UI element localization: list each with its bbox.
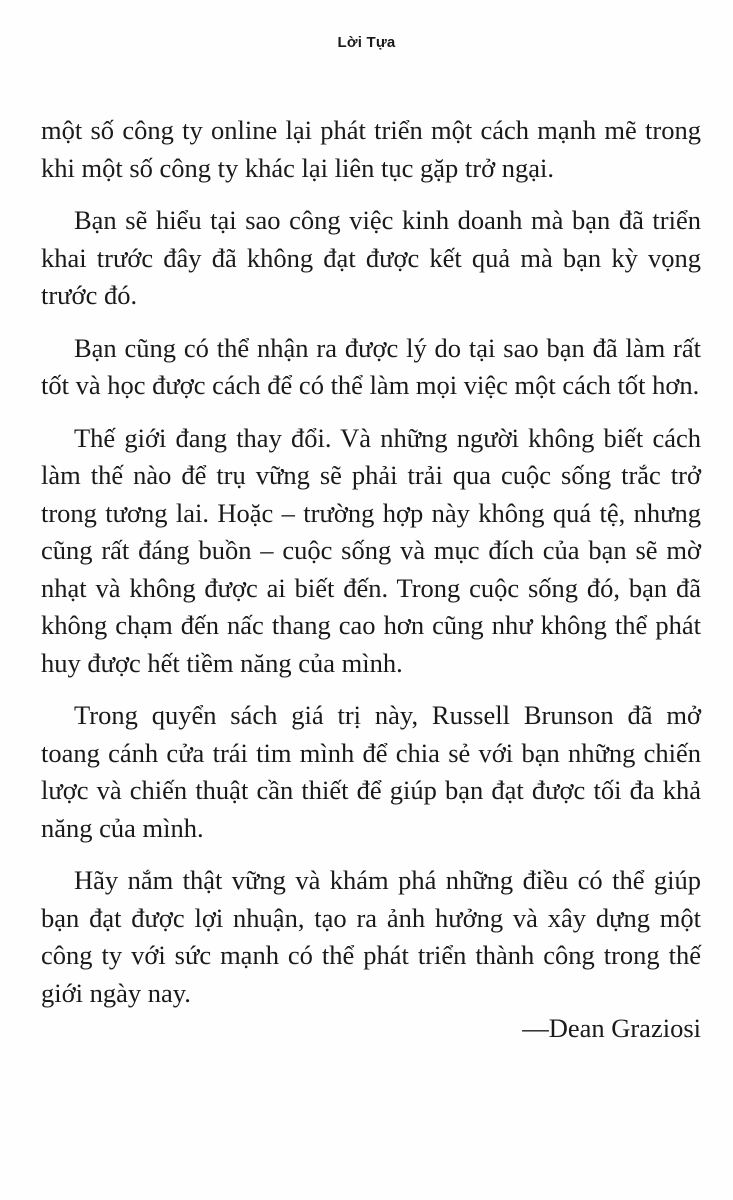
paragraph: Bạn sẽ hiểu tại sao công việc kinh doanh mà bạn đã triển khai trước đây đã không đạt được kết quả mà bạn kỳ vọng trước đó. [41, 205, 701, 310]
body-text [41, 112, 701, 1027]
paragraph: Thế giới đang thay đổi. Và những người không biết cách làm thế nào để trụ vững sẽ phải trải qua cuộc sống trắc trở trong tương lai. Hoặc – trường hợp này không quá tệ, nhưng cũng rất đáng buồn – cuộc sống và mục đích của bạn sẽ mờ nhạt và không được ai biết đến. Trong cuộc sống đó, bạn đã không chạm đến nấc thang cao hơn cũng như không thể phát huy được hết tiềm năng của mình. [41, 422, 701, 678]
paragraph: Bạn cũng có thể nhận ra được lý do tại sao bạn đã làm rất tốt và học được cách để có thể làm mọi việc một cách tốt hơn. [41, 332, 701, 400]
paragraph-continuation: một số công ty online lại phát triển một cách mạnh mẽ trong khi một số công ty khác lại liên tục gặp trở ngại. [41, 115, 701, 183]
paragraph: Trong quyển sách giá trị này, Russell Brunson đã mở toang cánh cửa trái tim mình để chia sẻ với bạn những chiến lược và chiến thuật cần thiết để giúp bạn đạt được tối đa khả năng của mình. [41, 700, 701, 843]
author-signature: —Dean Graziosi [522, 1013, 701, 1043]
paragraph: Hãy nắm thật vững và khám phá những điều có thể giúp bạn đạt được lợi nhuận, tạo ra ảnh hưởng và xây dựng một công ty với sức mạnh có thể phát triển thành công trong thế giới ngày nay. [41, 865, 701, 1008]
running-header: Lời Tựa [337, 34, 396, 51]
